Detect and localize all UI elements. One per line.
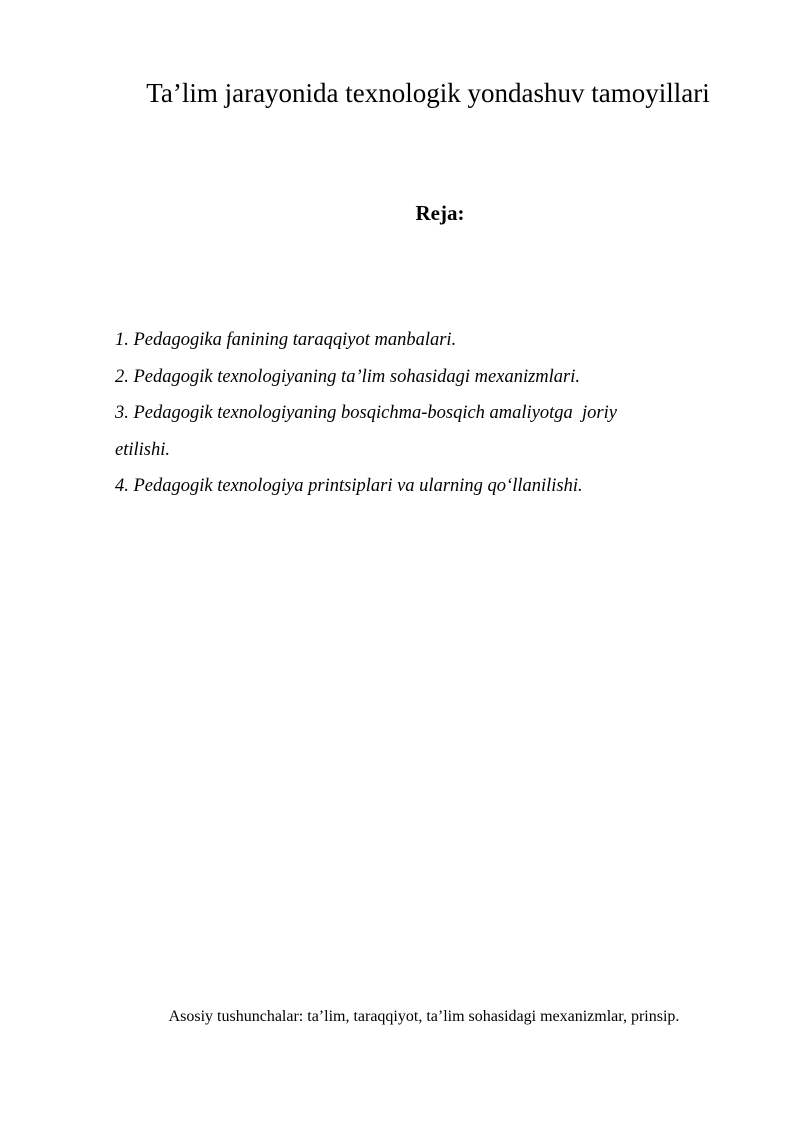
document-title: Ta’lim jarayonida texnologik yondashuv tamoyillari: [146, 78, 710, 108]
plan-item-4: 4. Pedagogik texnologiya printsiplari va ularning qo‘llanilishi.: [115, 476, 583, 496]
plan-item-1: 1. Pedagogika fanining taraqqiyot manbalari.: [115, 330, 457, 350]
plan-item-3: 3. Pedagogik texnologiyaning bosqichma-bosqich amaliyotga joriy: [115, 403, 617, 423]
plan-item-2: 2. Pedagogik texnologiyaning ta’lim sohasidagi mexanizmlari.: [115, 366, 581, 387]
key-concepts: Asosiy tushunchalar: ta’lim, taraqqiyot, ta’lim sohasidagi mexanizmlar, prinsip.: [168, 1008, 680, 1025]
plan-list: [115, 322, 715, 505]
plan-item-3-continuation: etilishi.: [115, 439, 170, 460]
plan-heading: Reja:: [415, 201, 465, 225]
